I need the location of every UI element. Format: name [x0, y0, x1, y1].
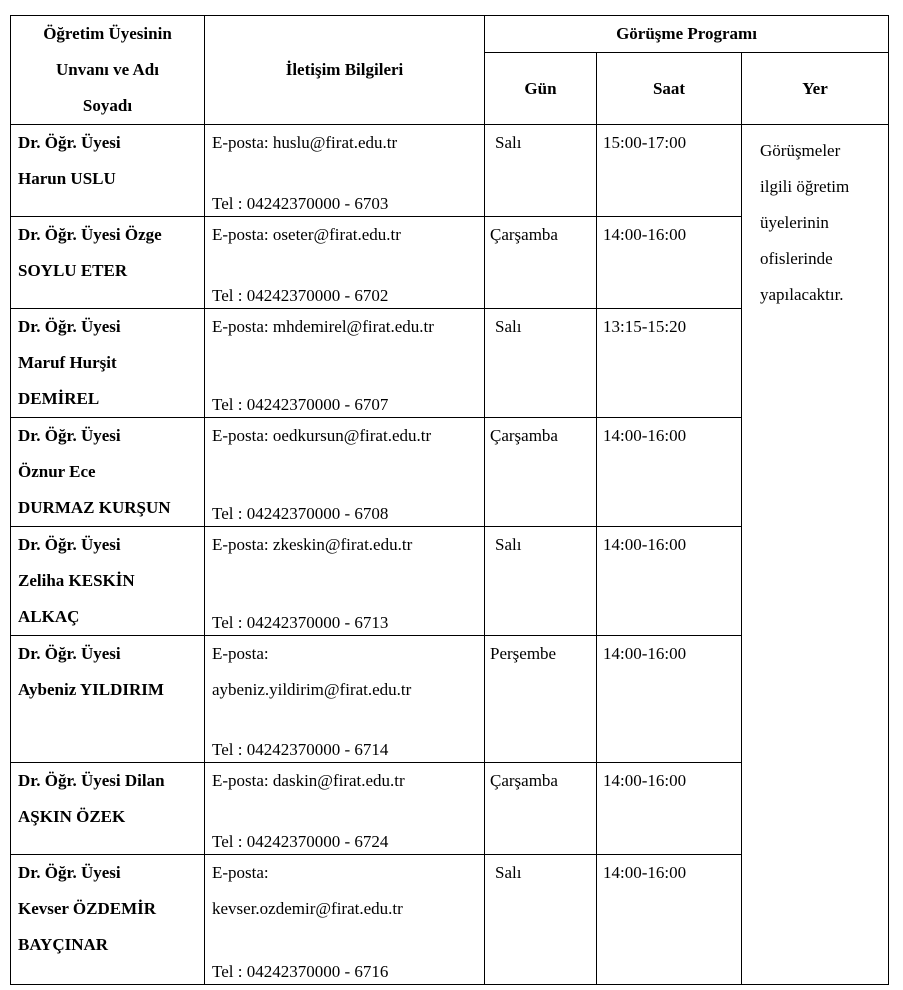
faculty-name-line: AŞKIN ÖZEK — [18, 807, 126, 826]
email-text: E-posta: oedkursun@firat.edu.tr — [212, 426, 432, 445]
phone-text: Tel : 04242370000 - 6713 — [212, 613, 389, 632]
phone-text: Tel : 04242370000 - 6707 — [212, 395, 389, 414]
meeting-day: Çarşamba — [485, 418, 597, 527]
email-text: E-posta: huslu@firat.edu.tr — [212, 133, 398, 152]
faculty-name-line: Zeliha KESKİN — [18, 571, 135, 590]
faculty-name-line: Dr. Öğr. Üyesi — [18, 426, 121, 445]
faculty-name — [11, 309, 205, 418]
phone-text: Tel : 04242370000 - 6716 — [212, 962, 389, 981]
contact-info — [205, 125, 485, 217]
place-note-line: ilgili öğretim — [760, 177, 850, 196]
email-text: E-posta: oseter@firat.edu.tr — [212, 225, 401, 244]
email-text: E-posta: daskin@firat.edu.tr — [212, 771, 405, 790]
faculty-name — [11, 527, 205, 636]
contact-info — [205, 855, 485, 985]
contact-info — [205, 418, 485, 527]
header-day: Gün — [485, 53, 597, 125]
faculty-name-line: SOYLU ETER — [18, 261, 128, 280]
meeting-time: 15:00-17:00 — [597, 125, 742, 217]
header-name-line: Unvanı ve Adı — [56, 60, 159, 79]
faculty-name-line: DURMAZ KURŞUN — [18, 498, 171, 517]
meeting-place-note — [742, 125, 889, 985]
meeting-time: 14:00-16:00 — [597, 636, 742, 763]
faculty-name — [11, 636, 205, 763]
faculty-name-line: Dr. Öğr. Üyesi Dilan — [18, 771, 165, 790]
meeting-day: Çarşamba — [485, 217, 597, 309]
faculty-name — [11, 763, 205, 855]
meeting-time: 13:15-15:20 — [597, 309, 742, 418]
place-note-line: yapılacaktır. — [760, 285, 844, 304]
place-note-line: Görüşmeler — [760, 141, 841, 160]
faculty-name-line: DEMİREL — [18, 389, 100, 408]
meeting-day: Salı — [485, 125, 597, 217]
email-text: kevser.ozdemir@firat.edu.tr — [212, 899, 403, 918]
office-hours-table — [10, 15, 889, 985]
faculty-name-line: Dr. Öğr. Üyesi — [18, 863, 121, 882]
place-note-line: üyelerinin — [760, 213, 829, 232]
header-name-line: Soyadı — [82, 96, 133, 115]
faculty-name-line: Dr. Öğr. Üyesi Özge — [18, 225, 162, 244]
header-time: Saat — [597, 53, 742, 125]
faculty-name-line: Dr. Öğr. Üyesi — [18, 317, 121, 336]
contact-info — [205, 217, 485, 309]
table-row — [11, 125, 889, 217]
phone-text: Tel : 04242370000 - 6708 — [212, 504, 389, 523]
faculty-name-line: Kevser ÖZDEMİR — [18, 899, 157, 918]
faculty-name — [11, 217, 205, 309]
header-contact: İletişim Bilgileri — [205, 16, 485, 125]
faculty-name-line: Aybeniz YILDIRIM — [18, 680, 164, 699]
header-program: Görüşme Programı — [485, 16, 889, 53]
contact-info — [205, 763, 485, 855]
email-text: aybeniz.yildirim@firat.edu.tr — [212, 680, 412, 699]
faculty-name-line: Öznur Ece — [18, 462, 96, 481]
meeting-time: 14:00-16:00 — [597, 763, 742, 855]
phone-text: Tel : 04242370000 - 6724 — [212, 832, 389, 851]
header-name-line: Öğretim Üyesinin — [43, 24, 172, 43]
faculty-name-line: Harun USLU — [18, 169, 116, 188]
meeting-day: Salı — [485, 527, 597, 636]
meeting-day: Çarşamba — [485, 763, 597, 855]
faculty-name-line: BAYÇINAR — [18, 935, 109, 954]
faculty-name-line: ALKAÇ — [18, 607, 80, 626]
phone-text: Tel : 04242370000 - 6703 — [212, 194, 389, 213]
faculty-name — [11, 855, 205, 985]
faculty-name — [11, 418, 205, 527]
faculty-name-line: Maruf Hurşit — [18, 353, 117, 372]
faculty-name-line: Dr. Öğr. Üyesi — [18, 535, 121, 554]
contact-info — [205, 527, 485, 636]
meeting-time: 14:00-16:00 — [597, 527, 742, 636]
contact-info — [205, 309, 485, 418]
email-text: E-posta: — [212, 863, 269, 882]
phone-text: Tel : 04242370000 - 6702 — [212, 286, 389, 305]
meeting-time: 14:00-16:00 — [597, 418, 742, 527]
meeting-time: 14:00-16:00 — [597, 855, 742, 985]
phone-text: Tel : 04242370000 - 6714 — [212, 740, 389, 759]
email-text: E-posta: — [212, 644, 269, 663]
place-note-line: ofislerinde — [760, 249, 833, 268]
header-place: Yer — [742, 53, 889, 125]
email-text: E-posta: mhdemirel@firat.edu.tr — [212, 317, 434, 336]
email-text: E-posta: zkeskin@firat.edu.tr — [212, 535, 413, 554]
meeting-day: Perşembe — [485, 636, 597, 763]
meeting-time: 14:00-16:00 — [597, 217, 742, 309]
header-name — [11, 16, 205, 125]
faculty-name — [11, 125, 205, 217]
meeting-day: Salı — [485, 855, 597, 985]
faculty-name-line: Dr. Öğr. Üyesi — [18, 133, 121, 152]
contact-info — [205, 636, 485, 763]
meeting-day: Salı — [485, 309, 597, 418]
faculty-name-line: Dr. Öğr. Üyesi — [18, 644, 121, 663]
